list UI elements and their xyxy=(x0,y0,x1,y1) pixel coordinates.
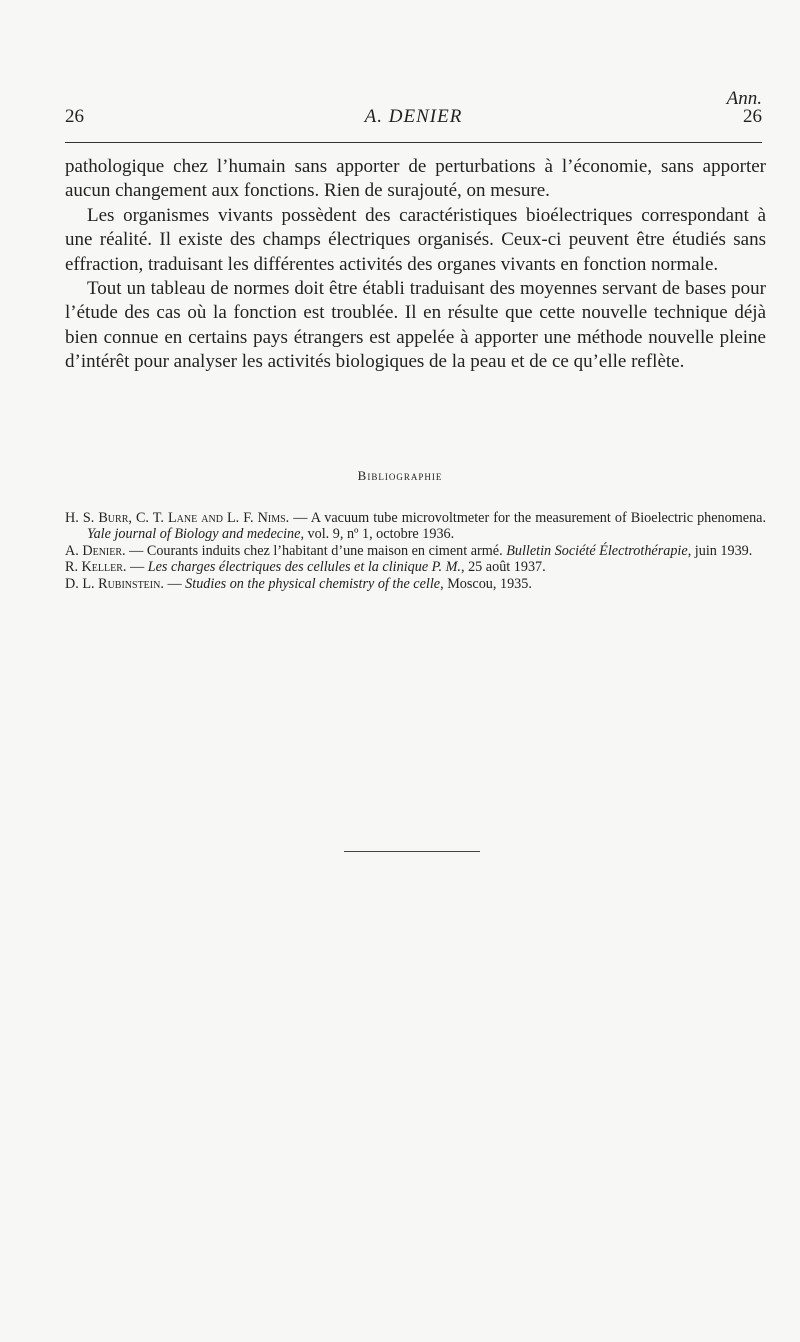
bibliography-entry xyxy=(65,543,766,559)
paragraph: Tout un tableau de normes doit être établi traduisant des moyennes servant de bases pour l’étude des cas où la fonction est troublée. Il en résulte que cette nouvelle technique déjà bien connue en certains pays étrangers est appelée à apporter une méthode nouvelle pleine d’intérêt pour analyser les activités biologiques de la peau et de ce qu’elle reflète. xyxy=(65,278,766,373)
entry-title: A vacuum tube microvoltmeter for the measurement of Bioelectric phenomena. xyxy=(310,510,767,526)
entry-authors: D. L. Rubinstein. xyxy=(65,575,164,592)
running-head-corner: Ann. xyxy=(726,88,762,109)
page-number-left: 26 xyxy=(65,106,84,127)
entry-title: Courants induits chez l’habitant d’une maison en ciment armé. xyxy=(146,542,507,559)
body-text xyxy=(65,155,766,375)
bibliography-entry xyxy=(65,576,766,592)
bibliography-list xyxy=(65,510,766,592)
entry-journal: Bulletin Société Électrothérapie xyxy=(506,542,688,559)
end-rule xyxy=(344,851,480,852)
page-number-right: 26 xyxy=(743,106,762,127)
entry-journal: Les charges électriques des cellules et la clinique P. M. xyxy=(147,559,461,576)
entry-details: , vol. 9, nº 1, octobre 1936. xyxy=(300,526,455,543)
header-rule xyxy=(65,142,762,143)
entry-authors: A. Denier. xyxy=(65,542,126,559)
entry-dash: — xyxy=(289,510,311,526)
bibliography-entry xyxy=(65,510,766,543)
entry-journal: Studies on the physical chemistry of the celle xyxy=(185,575,441,592)
bibliography-entry xyxy=(65,559,766,575)
paragraph-continuation: pathologique chez l’humain sans apporter de perturbations à l’économie, sans apporter aucun changement aux fonctions. Rien de surajouté, on mesure. xyxy=(65,156,766,202)
paragraph: Les organismes vivants possèdent des caractéristiques bioélectriques correspondant à une réalité. Il existe des champs électriques organisés. Ceux-ci peuvent être étudiés sans effraction, traduisant les différentes activités des organes vivants en fonction normale. xyxy=(65,204,766,275)
entry-details: , juin 1939. xyxy=(687,542,753,559)
entry-dash: — xyxy=(163,575,186,592)
entry-authors: R. Keller. xyxy=(65,559,127,576)
running-author: A. DENIER xyxy=(364,106,463,127)
running-header xyxy=(65,106,762,132)
entry-journal: Yale journal of Biology and medecine xyxy=(87,526,301,543)
entry-details: , 25 août 1937. xyxy=(460,559,546,576)
bibliography-heading: Bibliographie xyxy=(357,468,443,483)
entry-dash: — xyxy=(125,542,147,559)
entry-authors: H. S. Burr, C. T. Lane and L. F. Nims. xyxy=(65,510,290,526)
entry-details: , Moscou, 1935. xyxy=(440,575,532,592)
entry-dash: — xyxy=(126,559,148,576)
